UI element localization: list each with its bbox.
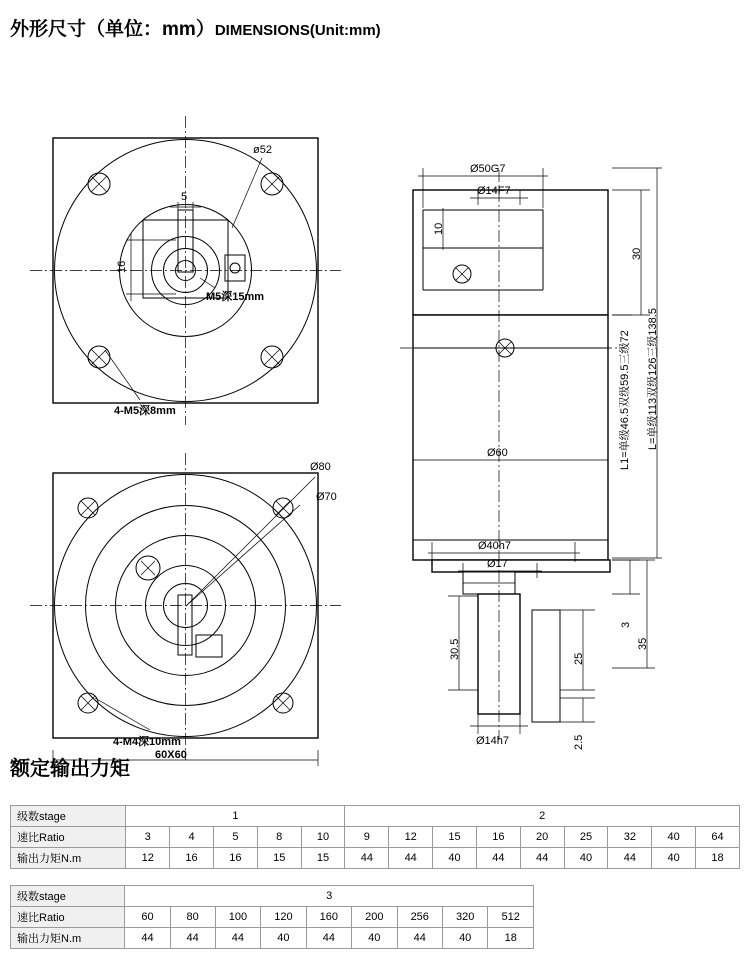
ratio-cell: 15 <box>433 827 477 848</box>
torque-cell: 44 <box>306 928 351 949</box>
torque-cell: 40 <box>564 848 608 869</box>
torque-section-title: 额定输出力矩 <box>10 758 130 780</box>
ratio-cell: 64 <box>696 827 740 848</box>
torque-cell: 15 <box>257 848 301 869</box>
row-label-stage: 级数stage <box>11 806 126 827</box>
row-label-stage: 级数stage <box>11 886 125 907</box>
torque-cell: 44 <box>215 928 260 949</box>
label-d50g7: Ø50G7 <box>470 163 506 175</box>
table-row-ratio <box>11 827 740 848</box>
front-view <box>30 116 341 425</box>
table-row-torque <box>11 848 740 869</box>
label-L: L=单级113双级126三级138.5 <box>647 308 659 450</box>
torque-cell: 44 <box>125 928 170 949</box>
ratio-cell: 256 <box>397 907 442 928</box>
label-d40h7: Ø40h7 <box>478 540 512 552</box>
label-d14h7: Ø14h7 <box>476 735 510 747</box>
label-L1: L1=单级46.5双级59.5三级72 <box>619 330 631 470</box>
label-10: 10 <box>433 222 445 235</box>
label-d70: Ø70 <box>316 491 337 503</box>
label-30: 30 <box>631 247 643 260</box>
stage-cell: 2 <box>345 806 740 827</box>
label-d60: Ø60 <box>487 447 508 459</box>
ratio-cell: 8 <box>257 827 301 848</box>
stage-cell: 3 <box>125 886 534 907</box>
ratio-cell: 12 <box>389 827 433 848</box>
table-row-stage <box>11 806 740 827</box>
ratio-cell: 80 <box>170 907 215 928</box>
torque-cell: 15 <box>301 848 345 869</box>
torque-cell: 44 <box>608 848 652 869</box>
page-title-unit: mm <box>162 19 196 40</box>
side-view <box>400 163 662 750</box>
label-60x60: 60X60 <box>155 749 187 761</box>
dimension-drawings <box>0 50 750 761</box>
label-d14f7: Ø14F7 <box>477 185 511 197</box>
torque-cell: 44 <box>397 928 442 949</box>
page-title-en: DIMENSIONS(Unit:mm) <box>214 22 381 39</box>
torque-table-1 <box>10 805 740 869</box>
label-16: 16 <box>116 260 128 273</box>
ratio-cell: 32 <box>608 827 652 848</box>
torque-table-2 <box>10 885 534 949</box>
row-label-ratio: 速比Ratio <box>11 907 125 928</box>
label-d17: Ø17 <box>487 558 508 570</box>
stage-cell: 1 <box>126 806 345 827</box>
ratio-cell: 200 <box>352 907 397 928</box>
ratio-cell: 160 <box>306 907 351 928</box>
label-3: 3 <box>620 621 632 628</box>
label-30-5: 30.5 <box>449 638 461 660</box>
ratio-cell: 100 <box>215 907 260 928</box>
ratio-cell: 9 <box>345 827 389 848</box>
ratio-cell: 120 <box>261 907 306 928</box>
torque-cell: 18 <box>488 928 534 949</box>
ratio-cell: 320 <box>442 907 487 928</box>
torque-cell: 44 <box>520 848 564 869</box>
row-label-torque: 输出力矩N.m <box>11 928 125 949</box>
ratio-cell: 60 <box>125 907 170 928</box>
table-row-ratio <box>11 907 534 928</box>
row-label-ratio: 速比Ratio <box>11 827 126 848</box>
label-35: 35 <box>637 637 649 650</box>
label-4m4: 4-M4深10mm <box>113 736 181 748</box>
torque-cell: 44 <box>170 928 215 949</box>
label-m5-deep15: M5深15mm <box>206 291 265 303</box>
page-title-cn: 外形尺寸（单位： <box>10 19 163 40</box>
ratio-cell: 4 <box>170 827 214 848</box>
label-5: 5 <box>181 191 188 203</box>
drawing-svg <box>0 50 750 761</box>
table-row-torque <box>11 928 534 949</box>
page-title <box>10 14 381 41</box>
ratio-cell: 40 <box>652 827 696 848</box>
label-d80: Ø80 <box>310 461 331 473</box>
ratio-cell: 512 <box>488 907 534 928</box>
row-label-torque: 输出力矩N.m <box>11 848 126 869</box>
torque-cell: 40 <box>433 848 477 869</box>
torque-cell: 44 <box>389 848 433 869</box>
torque-cell: 12 <box>126 848 170 869</box>
table-row-stage <box>11 886 534 907</box>
torque-cell: 40 <box>352 928 397 949</box>
ratio-cell: 25 <box>564 827 608 848</box>
ratio-cell: 3 <box>126 827 170 848</box>
ratio-cell: 16 <box>476 827 520 848</box>
label-2-5: 2.5 <box>573 734 585 750</box>
rear-view <box>30 453 341 766</box>
torque-cell: 44 <box>345 848 389 869</box>
ratio-cell: 20 <box>520 827 564 848</box>
torque-cell: 16 <box>170 848 214 869</box>
torque-cell: 44 <box>476 848 520 869</box>
torque-cell: 18 <box>696 848 740 869</box>
torque-cell: 40 <box>442 928 487 949</box>
page-title-close: ） <box>195 19 215 40</box>
ratio-cell: 5 <box>213 827 257 848</box>
label-d52: ø52 <box>253 144 272 156</box>
torque-cell: 40 <box>652 848 696 869</box>
torque-cell: 16 <box>213 848 257 869</box>
label-25: 25 <box>573 652 585 665</box>
ratio-cell: 10 <box>301 827 345 848</box>
torque-cell: 40 <box>261 928 306 949</box>
label-4m5: 4-M5深8mm <box>114 405 176 417</box>
